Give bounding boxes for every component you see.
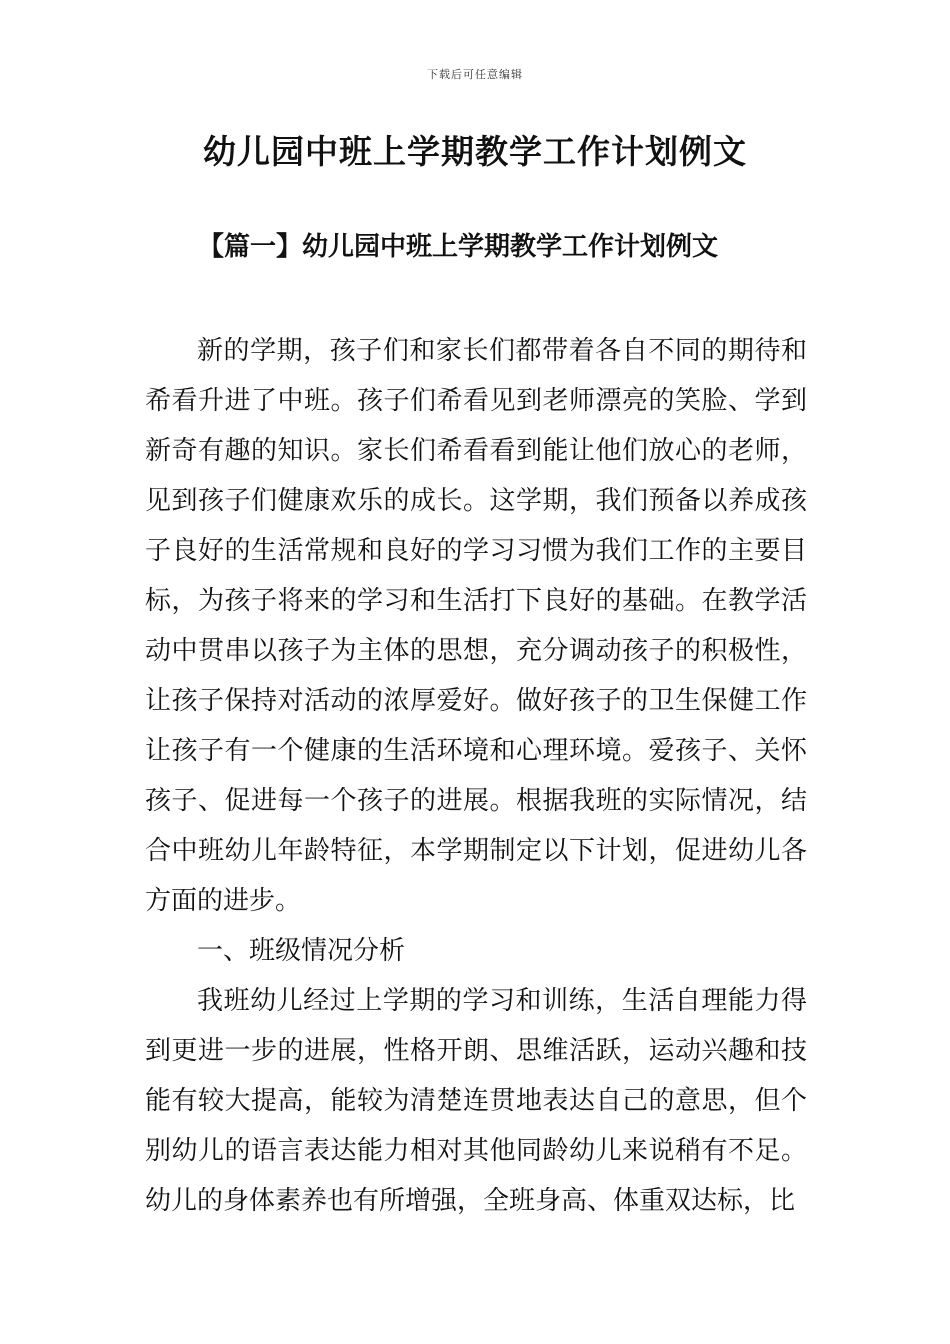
- paragraph-heading-class-analysis: 一、班级情况分析: [197, 936, 406, 966]
- document-body: [145, 326, 807, 1226]
- section-title: 【篇一】幼儿园中班上学期教学工作计划例文: [198, 232, 719, 262]
- paragraph-intro: 新的学期，孩子们和家长们都带着各自不同的期待和希看升进了中班。孩子们希看见到老师漂亮的笑脸、学到新奇有趣的知识。家长们希看看到能让他们放心的老师，见到孩子们健康欢乐的成长。这学期，我们预备以养成孩子良好的生活常规和良好的学习习惯为我们工作的主要目标，为孩子将来的学习和生活打下良好的基础。在教学活动中贯串以孩子为主体的思想，充分调动孩子的积极性，让孩子保持对活动的浓厚爱好。做好孩子的卫生保健工作让孩子有一个健康的生活环境和心理环境。爱孩子、关怀孩子、促进每一个孩子的进展。根据我班的实际情况，结合中班幼儿年龄特征，本学期制定以下计划，促进幼儿各方面的进步。: [145, 336, 807, 916]
- paragraph-class-analysis: 我班幼儿经过上学期的学习和训练，生活自理能力得到更进一步的进展，性格开朗、思维活跃，运动兴趣和技能有较大提高，能较为清楚连贯地表达自己的意思，但个别幼儿的语言表达能力相对其他同龄幼儿来说稍有不足。幼儿的身体素养也有所增强，全班身高、体重双达标，比: [145, 986, 807, 1216]
- header-note: 下载后可任意编辑: [427, 68, 523, 81]
- document-title: 幼儿园中班上学期教学工作计划例文: [203, 132, 747, 171]
